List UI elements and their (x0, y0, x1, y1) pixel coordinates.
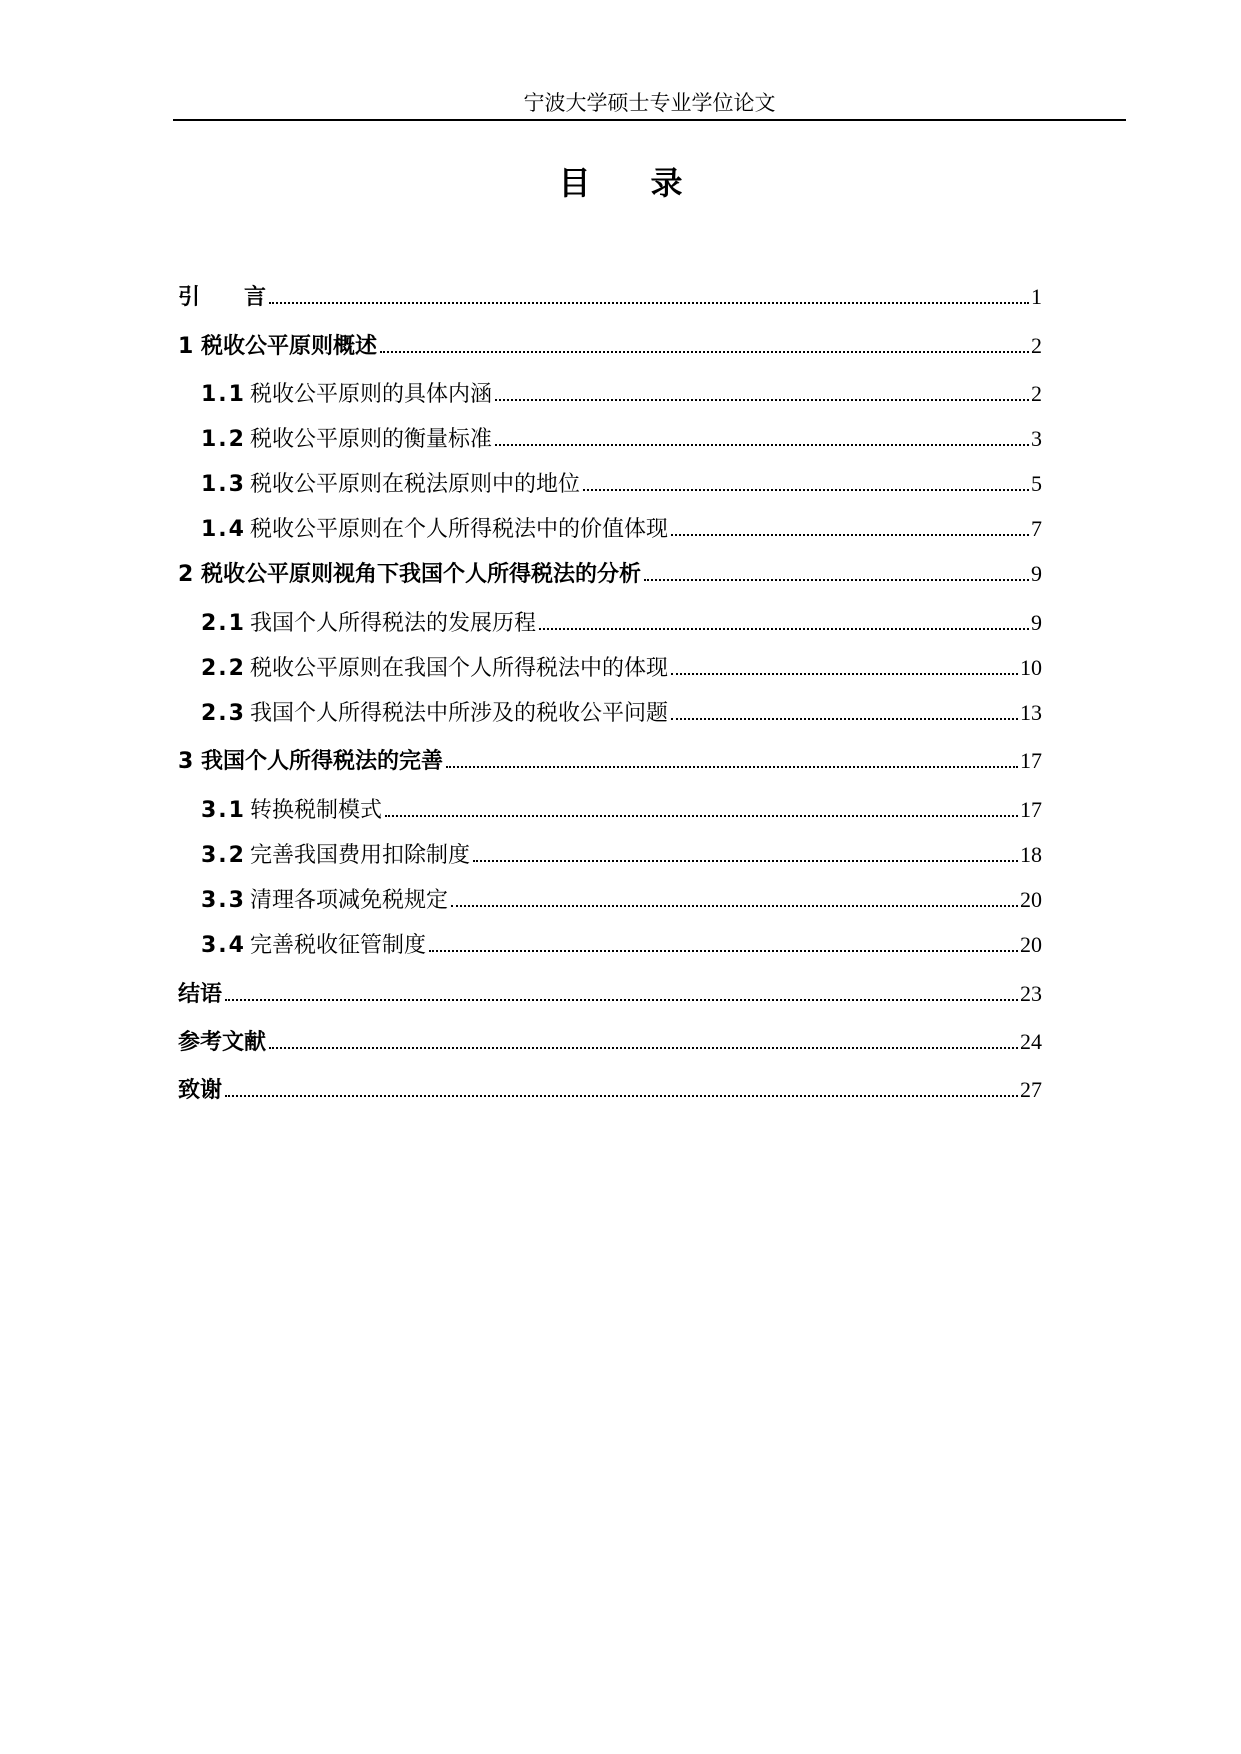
toc-entry-label (201, 883, 448, 914)
toc-entry[interactable] (178, 793, 1042, 824)
toc-entry-label (178, 977, 222, 1008)
toc-entry-number: 3.2 (201, 843, 246, 868)
toc-page-number: 17 (1020, 797, 1042, 822)
toc-dot-leader (583, 489, 1029, 491)
toc-dot-leader (451, 905, 1018, 907)
toc-entry[interactable] (178, 329, 1042, 360)
toc-dot-leader (380, 351, 1029, 353)
toc-entry[interactable] (178, 606, 1042, 637)
toc-entry-text: 参考文献 (178, 1030, 267, 1055)
toc-page-number: 27 (1020, 1077, 1042, 1102)
toc-entry-number: 2.3 (201, 701, 246, 726)
toc-page-number: 18 (1020, 842, 1042, 867)
toc-entry-label (201, 377, 492, 408)
toc-page-number: 10 (1020, 655, 1042, 680)
toc-entry[interactable] (178, 512, 1042, 543)
toc-entry-label (201, 838, 470, 869)
toc-dot-leader (225, 1095, 1018, 1097)
toc-page-number: 24 (1020, 1029, 1042, 1054)
toc-entry-label (201, 422, 492, 453)
toc-entry-text: 3 我国个人所得税法的完善 (178, 749, 443, 774)
toc-entry-number: 3.3 (201, 888, 246, 913)
toc-dot-leader (671, 534, 1029, 536)
toc-entry[interactable] (178, 377, 1042, 408)
toc-entry[interactable] (178, 696, 1042, 727)
toc-title: 目录 (558, 164, 743, 202)
toc-entry-text: 致谢 (178, 1078, 223, 1103)
toc-entry-text: 税收公平原则在我国个人所得税法中的体现 (249, 656, 668, 681)
running-header: 宁波大学硕士专业学位论文 (523, 91, 776, 115)
toc-dot-leader (385, 815, 1018, 817)
toc-entry-label (178, 280, 266, 311)
toc-entry-number: 2.1 (201, 611, 246, 636)
toc-entry[interactable] (178, 467, 1042, 498)
toc-page-number: 3 (1031, 426, 1042, 451)
toc-entry-number: 2.2 (201, 656, 246, 681)
toc-entry[interactable] (178, 744, 1042, 775)
toc-page-number: 13 (1020, 700, 1042, 725)
toc-entry-text: 1 税收公平原则概述 (178, 334, 377, 359)
toc-entry[interactable] (178, 651, 1042, 682)
toc-page-number: 2 (1031, 333, 1042, 358)
toc-entry-number: 1.3 (201, 472, 246, 497)
toc-page-number: 2 (1031, 381, 1042, 406)
toc-entry-label (178, 1025, 266, 1056)
toc-entry-label (178, 1073, 222, 1104)
toc-dot-leader (495, 399, 1029, 401)
toc-dot-leader (495, 444, 1029, 446)
toc-entry[interactable] (178, 1073, 1042, 1104)
toc-entry-label (178, 744, 443, 775)
toc-entry-text: 我国个人所得税法中所涉及的税收公平问题 (249, 701, 668, 726)
toc-entry[interactable] (178, 557, 1042, 588)
toc-dot-leader (446, 766, 1018, 768)
toc-entry-text: 税收公平原则在税法原则中的地位 (249, 472, 580, 497)
toc-entry-text: 引 言 (178, 285, 267, 310)
toc-entry-label (201, 651, 668, 682)
toc-page-number: 20 (1020, 887, 1042, 912)
toc-entry[interactable] (178, 928, 1042, 959)
toc-entry[interactable] (178, 838, 1042, 869)
toc-entry[interactable] (178, 280, 1042, 311)
toc-entry[interactable] (178, 1025, 1042, 1056)
toc-dot-leader (269, 302, 1029, 304)
toc-entry-text: 2 税收公平原则视角下我国个人所得税法的分析 (178, 562, 641, 587)
toc-entry-number: 3.4 (201, 933, 246, 958)
toc-dot-leader (429, 950, 1018, 952)
toc-entry-text: 结语 (178, 982, 223, 1007)
toc-page-number: 9 (1031, 610, 1042, 635)
toc-page-number: 1 (1031, 284, 1042, 309)
toc-entry-number: 3.1 (201, 798, 246, 823)
toc-page-number: 23 (1020, 981, 1042, 1006)
toc-entry-text: 清理各项减免税规定 (249, 888, 448, 913)
toc-entry[interactable] (178, 977, 1042, 1008)
toc-page-number: 9 (1031, 561, 1042, 586)
toc-entry-label (178, 329, 377, 360)
toc-entry-text: 税收公平原则的衡量标准 (249, 427, 492, 452)
toc-dot-leader (539, 628, 1029, 630)
toc-dot-leader (473, 860, 1018, 862)
toc-page-number: 20 (1020, 932, 1042, 957)
toc-entry-number: 1.1 (201, 382, 246, 407)
toc-entry-label (201, 793, 382, 824)
toc-dot-leader (644, 579, 1029, 581)
toc-page-number: 5 (1031, 471, 1042, 496)
toc-entry-text: 税收公平原则在个人所得税法中的价值体现 (249, 517, 668, 542)
toc-dot-leader (225, 999, 1018, 1001)
toc-entry-text: 税收公平原则的具体内涵 (249, 382, 492, 407)
toc-entry-text: 完善我国费用扣除制度 (249, 843, 470, 868)
toc-entry-label (201, 696, 668, 727)
toc-entry-number: 1.4 (201, 517, 246, 542)
toc-entry-label (178, 557, 641, 588)
toc-dot-leader (269, 1047, 1018, 1049)
toc-entry-label (201, 606, 536, 637)
toc-entry-text: 我国个人所得税法的发展历程 (249, 611, 536, 636)
toc-page-number: 7 (1031, 516, 1042, 541)
toc-dot-leader (671, 673, 1018, 675)
toc-page-number: 17 (1020, 748, 1042, 773)
toc-entry-number: 1.2 (201, 427, 246, 452)
toc-entry-label (201, 928, 426, 959)
toc-entry-label (201, 467, 580, 498)
toc-entry[interactable] (178, 422, 1042, 453)
toc-entry-text: 转换税制模式 (249, 798, 382, 823)
toc-dot-leader (671, 718, 1018, 720)
toc-entry[interactable] (178, 883, 1042, 914)
header-rule (173, 119, 1126, 121)
toc-entry-text: 完善税收征管制度 (249, 933, 426, 958)
toc-entry-label (201, 512, 668, 543)
